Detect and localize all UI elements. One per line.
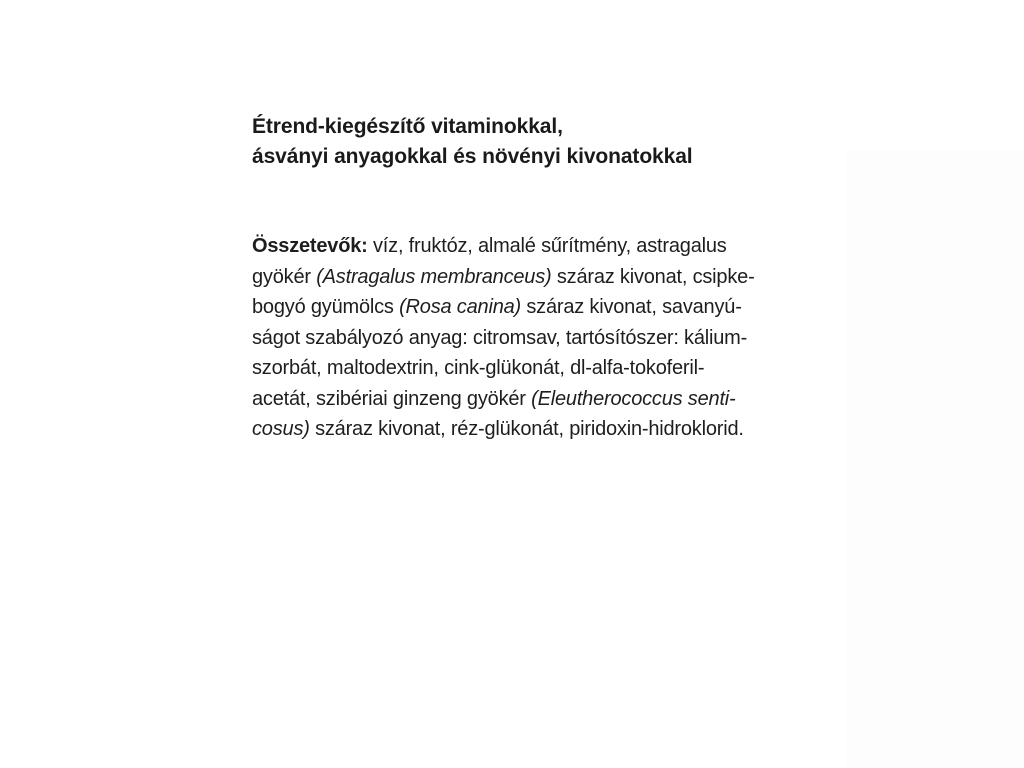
ingredient-text: szorbát, maltodextrin, cink-glükonát, dl-alfa-tokoferil-	[252, 357, 705, 379]
ingredients-line	[252, 384, 832, 415]
heading-line-2: ásványi anyagokkal és növényi kivonatokkal	[252, 145, 693, 168]
ingredients-paragraph	[252, 231, 832, 445]
ingredient-text: bogyó gyümölcs	[252, 296, 400, 318]
ingredient-text: gyökér	[252, 265, 317, 288]
ingredient-text: ságot szabályozó anyag: citromsav, tartósítószer: kálium-	[252, 326, 748, 349]
heading-line-1: Étrend-kiegészítő vitaminokkal,	[252, 115, 563, 138]
ingredient-latin-name: (Eleutherococcus senti-	[531, 387, 736, 410]
ingredients-label: Összetevők:	[252, 235, 368, 257]
ingredient-text: száraz kivonat, csipke-	[551, 265, 755, 288]
ingredients-line	[252, 414, 832, 445]
ingredient-latin-name: (Rosa canina)	[399, 296, 521, 318]
ingredients-line	[252, 353, 832, 384]
ingredient-text: száraz kivonat, réz-glükonát, piridoxin-hidroklorid.	[309, 418, 744, 440]
ingredient-text: víz, fruktóz, almalé sűrítmény, astragalus	[367, 235, 727, 257]
product-description-heading	[252, 112, 812, 172]
background-panel	[846, 150, 1024, 768]
ingredients-line	[252, 262, 832, 293]
ingredient-latin-name: (Astragalus membranceus)	[316, 265, 552, 288]
ingredients-line	[252, 292, 832, 323]
ingredients-line	[252, 323, 832, 354]
ingredient-text: acetát, szibériai ginzeng gyökér	[252, 387, 532, 410]
ingredient-latin-name: cosus)	[252, 418, 310, 440]
ingredient-text: száraz kivonat, savanyú-	[521, 296, 742, 318]
ingredients-line	[252, 231, 832, 262]
